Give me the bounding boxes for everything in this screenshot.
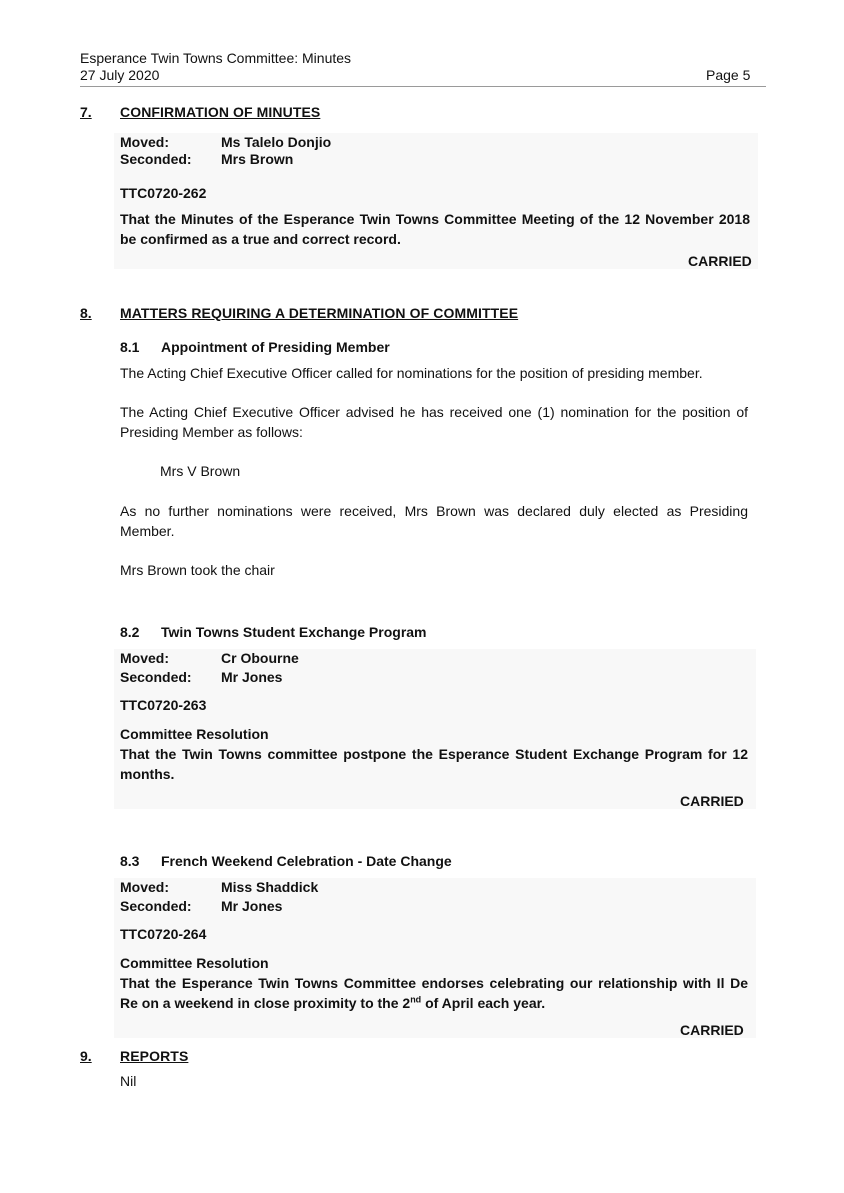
item-8-2-resolution-heading: Committee Resolution <box>120 726 269 742</box>
section-7-moved-label: Moved: <box>120 134 169 150</box>
section-7-seconded-value: Mrs Brown <box>221 151 294 167</box>
section-7-resolution-text: That the Minutes of the Esperance Twin Towns Committee Meeting of the 12 November 2018 be confirmed as a true and correct record. <box>120 211 750 247</box>
section-7-seconded-label: Seconded: <box>120 151 192 167</box>
item-8-3-moved-label: Moved: <box>120 879 169 895</box>
header-divider <box>80 86 766 87</box>
item-8-1-paragraph-1: The Acting Chief Executive Officer called for nominations for the position of presiding member. <box>120 365 703 381</box>
section-7-moved-value: Ms Talelo Donjio <box>221 134 332 150</box>
item-8-2-moved-label: Moved: <box>120 650 169 666</box>
item-8-1-paragraph-4: Mrs Brown took the chair <box>120 562 275 578</box>
section-7-title: CONFIRMATION OF MINUTES <box>120 104 321 120</box>
section-9-number: 9. <box>80 1048 92 1064</box>
item-8-2-moved-value: Cr Obourne <box>221 650 299 666</box>
item-8-2-resolution-text: That the Twin Towns committee postpone the Esperance Student Exchange Program for 12 months. <box>120 746 748 782</box>
item-8-1-title: Appointment of Presiding Member <box>161 339 390 355</box>
item-8-3-moved-value: Miss Shaddick <box>221 879 319 895</box>
section-7-number: 7. <box>80 104 92 120</box>
item-8-3-resolution-heading: Committee Resolution <box>120 955 269 971</box>
item-8-3-title: French Weekend Celebration - Date Change <box>161 853 452 869</box>
section-9-title: REPORTS <box>120 1048 189 1064</box>
item-8-1-paragraph-3: As no further nominations were received, Mrs Brown was declared duly elected as Presiding Member. <box>120 503 748 539</box>
document-date: 27 July 2020 <box>80 67 160 83</box>
item-8-3-seconded-label: Seconded: <box>120 898 192 914</box>
item-8-1-nominee: Mrs V Brown <box>160 463 241 479</box>
item-8-3-seconded-value: Mr Jones <box>221 898 283 914</box>
item-8-1-paragraph-2: The Acting Chief Executive Officer advised he has received one (1) nomination for the position of Presiding Member as follows: <box>120 404 748 440</box>
item-8-3-resolution-text <box>120 974 748 1013</box>
item-8-3-number: 8.3 <box>120 853 140 869</box>
item-8-3-outcome: CARRIED <box>680 1022 744 1038</box>
page-number: Page 5 <box>706 67 751 83</box>
item-8-2-seconded-label: Seconded: <box>120 669 192 685</box>
section-7-resolution-id: TTC0720-262 <box>120 185 207 201</box>
item-8-2-outcome: CARRIED <box>680 793 744 809</box>
item-8-3-resolution-sup: nd <box>410 993 422 1004</box>
item-8-3-resolution-text-post: of April each year. <box>421 994 546 1011</box>
section-9-body: Nil <box>120 1073 137 1089</box>
section-8-title: MATTERS REQUIRING A DETERMINATION OF COMMITTEE <box>120 305 519 321</box>
section-8-number: 8. <box>80 305 92 321</box>
item-8-3-resolution-id: TTC0720-264 <box>120 926 207 942</box>
section-7-outcome: CARRIED <box>688 253 752 269</box>
item-8-1-number: 8.1 <box>120 339 140 355</box>
item-8-3-resolution-text-pre: That the Esperance Twin Towns Committee endorses celebrating our relationship with Il De Re on a weekend in close proximity to the 2 <box>120 975 748 1011</box>
item-8-2-title: Twin Towns Student Exchange Program <box>161 624 427 640</box>
item-8-2-resolution-id: TTC0720-263 <box>120 697 207 713</box>
document-title: Esperance Twin Towns Committee: Minutes <box>80 50 352 66</box>
item-8-2-number: 8.2 <box>120 624 140 640</box>
item-8-2-seconded-value: Mr Jones <box>221 669 283 685</box>
